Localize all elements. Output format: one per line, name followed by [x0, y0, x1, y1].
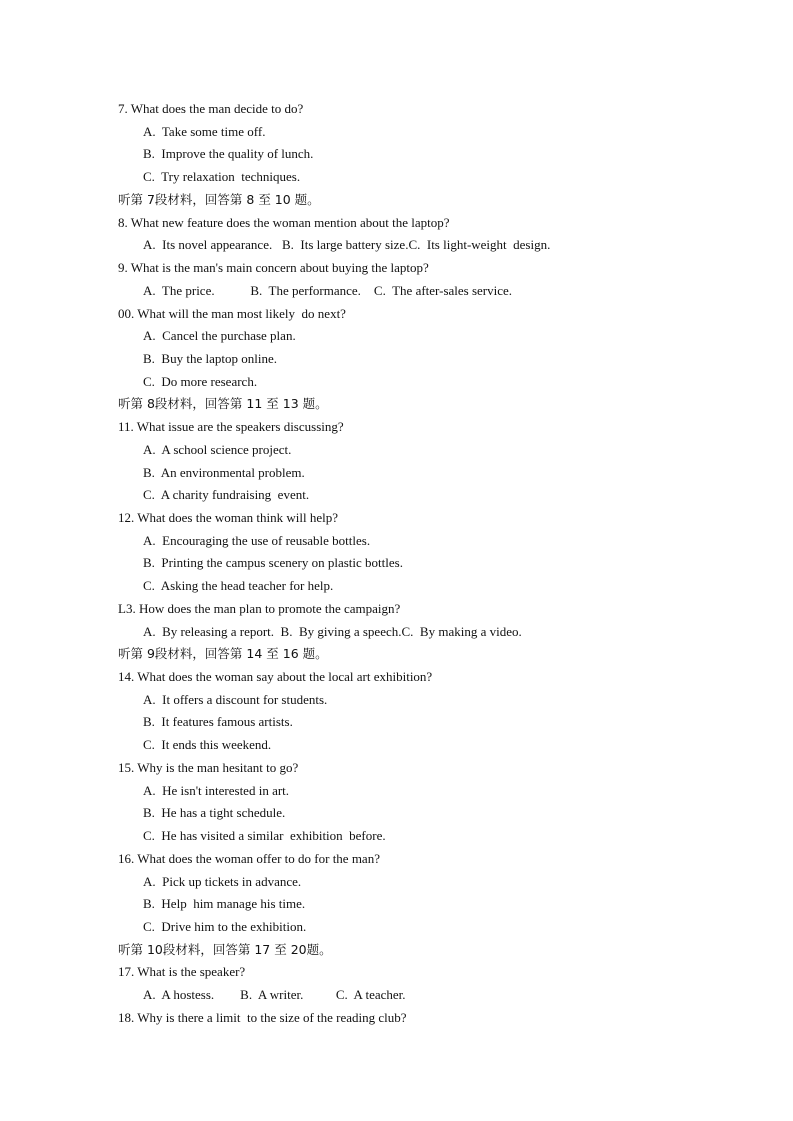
option-line: A. He isn't interested in art.: [143, 782, 290, 798]
option-line: B. Help him manage his time.: [143, 896, 306, 912]
question-text: 16. What does the woman offer to do for the man?: [118, 850, 380, 866]
section-instruction: 听第 10段材料，回答第 17 至 20题。: [118, 941, 332, 957]
option-line: A. The price. B. The performance. C. The after-sales service.: [143, 282, 513, 298]
option-line: A. A hostess. B. A writer. C. A teacher.: [143, 987, 406, 1003]
question-text: 9. What is the man's main concern about buying the laptop?: [118, 260, 429, 275]
option-line: A. Pick up tickets in advance.: [143, 873, 302, 889]
section-instruction: 听第 8段材料，回答第 11 至 13 题。: [118, 396, 328, 412]
option-line: B. Printing the campus scenery on plastic bottles.: [143, 555, 403, 571]
option-line: C. Asking the head teacher for help.: [143, 578, 334, 594]
option-line: A. By releasing a report. B. By giving a speech.C. By making a video.: [143, 623, 522, 639]
section-instruction: 听第 7段材料，回答第 8 至 10 题。: [118, 191, 320, 207]
question-text: 15. Why is the man hesitant to go?: [118, 759, 299, 775]
option-line: C. Try relaxation techniques.: [143, 169, 301, 185]
question-text: 14. What does the woman say about the local art exhibition?: [118, 669, 433, 684]
option-line: A. Take some time off.: [143, 123, 266, 139]
option-line: A. Cancel the purchase plan.: [143, 328, 296, 344]
option-line: A. A school science project.: [143, 441, 292, 457]
question-text: 17. What is the speaker?: [118, 964, 246, 980]
option-line: B. Improve the quality of lunch.: [143, 146, 314, 162]
option-line: A. Its novel appearance. B. Its large battery size.C. Its light-weight design.: [143, 237, 551, 253]
option-line: B. Buy the laptop online.: [143, 350, 277, 366]
question-text: 12. What does the woman think will help?: [118, 510, 338, 525]
question-text: 00. What will the man most likely do next?: [118, 305, 346, 321]
question-text: 8. What new feature does the woman mention about the laptop?: [118, 214, 450, 230]
option-line: B. An environmental problem.: [143, 464, 305, 480]
option-line: C. A charity fundraising event.: [143, 487, 310, 503]
option-line: A. Encouraging the use of reusable bottles.: [143, 532, 371, 548]
question-text: L3. How does the man plan to promote the campaign?: [118, 600, 401, 616]
option-line: B. It features famous artists.: [143, 714, 293, 730]
section-instruction: 听第 9段材料，回答第 14 至 16 题。: [118, 646, 328, 662]
option-line: A. It offers a discount for students.: [143, 691, 328, 707]
option-line: C. Drive him to the exhibition.: [143, 918, 307, 934]
question-text: 11. What issue are the speakers discussing?: [118, 419, 344, 435]
question-text: 7. What does the man decide to do?: [118, 101, 304, 116]
option-line: C. It ends this weekend.: [143, 737, 272, 753]
option-line: C. He has visited a similar exhibition before.: [143, 828, 386, 843]
option-line: B. He has a tight schedule.: [143, 805, 286, 821]
question-text: 18. Why is there a limit to the size of the reading club?: [118, 1009, 407, 1025]
option-line: C. Do more research.: [143, 373, 258, 389]
